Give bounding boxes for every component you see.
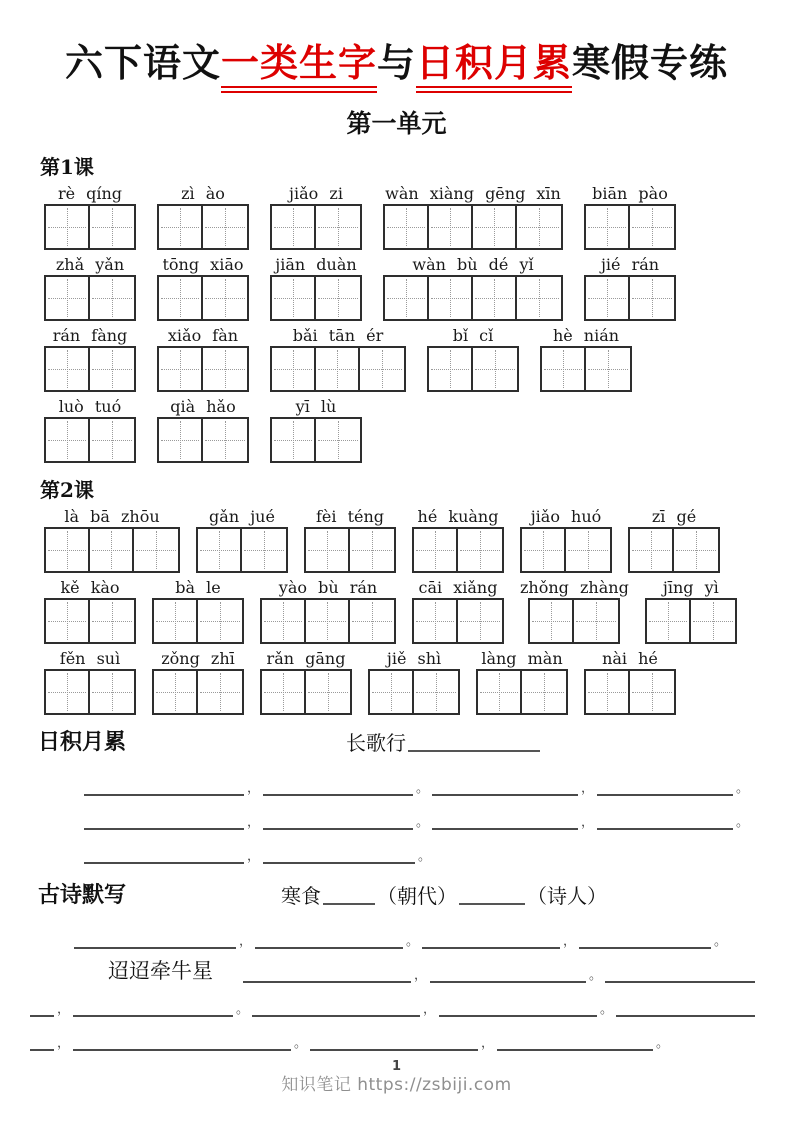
writing-grid xyxy=(383,204,563,250)
word-block xyxy=(628,507,720,573)
punctuation-mark: 。 xyxy=(589,967,603,983)
punctuation-mark: 。 xyxy=(736,780,750,796)
writing-grid-cell[interactable] xyxy=(630,277,674,319)
word-block xyxy=(383,255,563,321)
pinyin-label: rán fàng xyxy=(52,325,128,345)
pinyin-label: rè qíng xyxy=(57,183,123,203)
answer-blank[interactable] xyxy=(30,1011,54,1017)
title-segment: 寒假专练 xyxy=(572,41,729,85)
pinyin-label: jiǎo zi xyxy=(289,183,343,203)
writing-grid-cell[interactable] xyxy=(272,206,316,248)
punctuation-mark: 。 xyxy=(600,1001,614,1017)
word-block xyxy=(44,255,136,321)
writing-grid xyxy=(270,275,362,321)
pinyin-label: tōng xiāo xyxy=(162,254,244,274)
answer-blank[interactable] xyxy=(597,824,733,830)
writing-grid-cell[interactable] xyxy=(530,600,574,642)
writing-grid xyxy=(540,346,632,392)
word-block xyxy=(152,649,244,715)
fill-in-line xyxy=(84,796,755,830)
gushi-section-header xyxy=(38,878,755,909)
pinyin-label: jiǎo huó xyxy=(530,506,602,526)
page-title xyxy=(38,0,755,88)
writing-grid-cell[interactable] xyxy=(306,600,350,642)
writing-grid-cell[interactable] xyxy=(262,600,306,642)
writing-grid xyxy=(628,527,720,573)
writing-grid-cell[interactable] xyxy=(478,671,522,713)
punctuation-mark: ， xyxy=(247,848,261,864)
answer-blank[interactable] xyxy=(432,824,578,830)
writing-grid-cell[interactable] xyxy=(574,600,618,642)
answer-blank[interactable] xyxy=(255,943,403,949)
writing-grid xyxy=(368,669,460,715)
answer-blank[interactable] xyxy=(243,977,411,983)
writing-grid-cell[interactable] xyxy=(458,529,502,571)
writing-grid-cell[interactable] xyxy=(566,529,610,571)
writing-grid-cell[interactable] xyxy=(306,529,350,571)
pinyin-label: yào bù rán xyxy=(278,577,378,597)
writing-grid xyxy=(304,527,396,573)
word-grid-row xyxy=(44,326,755,392)
writing-grid-cell[interactable] xyxy=(306,671,350,713)
pinyin-label: biān pào xyxy=(592,183,668,203)
word-block xyxy=(520,578,629,644)
punctuation-mark: ， xyxy=(423,1001,437,1017)
writing-grid-cell[interactable] xyxy=(46,206,90,248)
writing-grid-cell[interactable] xyxy=(198,671,242,713)
word-block xyxy=(44,326,136,392)
writing-grid-cell[interactable] xyxy=(473,277,517,319)
writing-grid-cell[interactable] xyxy=(272,419,316,461)
writing-grid-cell[interactable] xyxy=(350,600,394,642)
answer-blank[interactable] xyxy=(430,977,586,983)
answer-blank[interactable] xyxy=(263,858,415,864)
writing-grid-cell[interactable] xyxy=(316,277,360,319)
writing-grid-cell[interactable] xyxy=(90,600,134,642)
word-block xyxy=(44,507,180,573)
writing-grid-cell[interactable] xyxy=(414,600,458,642)
punctuation-mark: 。 xyxy=(736,814,750,830)
writing-grid-cell[interactable] xyxy=(586,277,630,319)
writing-grid-cell[interactable] xyxy=(630,671,674,713)
punctuation-mark: ， xyxy=(581,814,595,830)
writing-grid-cell[interactable] xyxy=(429,206,473,248)
writing-grid xyxy=(196,527,288,573)
answer-blank[interactable] xyxy=(263,790,413,796)
word-block xyxy=(270,326,406,392)
punctuation-mark: ， xyxy=(481,1035,495,1051)
pinyin-label: zǒng zhī xyxy=(161,648,235,668)
word-block xyxy=(157,255,249,321)
gushi-poem-title-line xyxy=(188,880,700,909)
pinyin-label: xiǎo fàn xyxy=(167,325,239,345)
answer-blank[interactable] xyxy=(439,1011,597,1017)
writing-grid xyxy=(412,598,504,644)
writing-grid-cell[interactable] xyxy=(203,206,247,248)
writing-grid-cell[interactable] xyxy=(630,529,674,571)
word-block xyxy=(412,507,504,573)
word-block xyxy=(44,397,136,463)
pinyin-label: jié rán xyxy=(600,254,660,274)
writing-grid-cell[interactable] xyxy=(370,671,414,713)
answer-blank[interactable] xyxy=(73,1045,291,1051)
punctuation-mark: ， xyxy=(57,1035,71,1051)
writing-grid xyxy=(584,204,676,250)
writing-grid-cell[interactable] xyxy=(134,529,178,571)
writing-grid-cell[interactable] xyxy=(272,277,316,319)
word-block xyxy=(270,255,362,321)
answer-blank[interactable] xyxy=(432,790,578,796)
writing-grid-cell[interactable] xyxy=(522,671,566,713)
word-grid-row xyxy=(44,578,755,644)
writing-grid-cell[interactable] xyxy=(159,348,203,390)
poem-title-changgexing: 长歌行 xyxy=(346,730,406,755)
gushi-lines xyxy=(38,915,755,1051)
writing-grid-cell[interactable] xyxy=(385,277,429,319)
writing-grid-cell[interactable] xyxy=(203,419,247,461)
writing-grid xyxy=(157,204,249,250)
word-block xyxy=(427,326,519,392)
dynasty-label: （朝代） xyxy=(377,883,457,908)
word-grid-row xyxy=(44,255,755,321)
word-block xyxy=(476,649,568,715)
writing-grid xyxy=(157,346,249,392)
pinyin-label: fèi téng xyxy=(315,506,385,526)
writing-grid-cell[interactable] xyxy=(198,529,242,571)
writing-grid xyxy=(157,417,249,463)
pinyin-label: qià hǎo xyxy=(170,396,236,416)
lesson-label: 第2课 xyxy=(40,477,94,502)
punctuation-mark: ， xyxy=(247,780,261,796)
punctuation-mark: 。 xyxy=(294,1035,308,1051)
title-segment-highlight: 一类生字 xyxy=(221,41,377,93)
writing-grid-cell[interactable] xyxy=(46,277,90,319)
answer-blank[interactable] xyxy=(422,943,560,949)
answer-blank[interactable] xyxy=(73,1011,233,1017)
writing-grid xyxy=(44,346,136,392)
word-block xyxy=(383,184,563,250)
pinyin-label: bà le xyxy=(175,577,221,597)
writing-grid-cell[interactable] xyxy=(630,206,674,248)
word-block xyxy=(584,255,676,321)
pinyin-label: hè nián xyxy=(552,325,620,345)
fill-in-line xyxy=(84,762,755,796)
word-block xyxy=(645,578,737,644)
writing-grid-cell[interactable] xyxy=(429,348,473,390)
lesson-label: 第1课 xyxy=(40,154,94,179)
punctuation-mark: 。 xyxy=(656,1035,670,1051)
pinyin-label: jiān duàn xyxy=(275,254,357,274)
writing-grid-cell[interactable] xyxy=(198,600,242,642)
punctuation-mark: 。 xyxy=(406,933,420,949)
writing-grid-cell[interactable] xyxy=(262,671,306,713)
word-block xyxy=(270,397,362,463)
writing-grid xyxy=(383,275,563,321)
title-segment: 六下语文 xyxy=(64,41,221,85)
word-grid-row xyxy=(44,397,755,463)
fill-in-line xyxy=(30,1017,755,1051)
writing-grid-cell[interactable] xyxy=(46,348,90,390)
pinyin-label: zī gé xyxy=(651,506,697,526)
pinyin-label: kě kào xyxy=(60,577,120,597)
punctuation-mark: 。 xyxy=(236,1001,250,1017)
pinyin-label: yī lù xyxy=(295,396,337,416)
writing-grid xyxy=(260,598,396,644)
writing-grid-cell[interactable] xyxy=(46,419,90,461)
fill-in-line xyxy=(108,949,755,983)
pinyin-label: fěn suì xyxy=(59,648,121,668)
writing-grid-cell[interactable] xyxy=(360,348,404,390)
answer-blank[interactable] xyxy=(310,1045,478,1051)
pinyin-label: zì ào xyxy=(181,183,225,203)
pinyin-label: gǎn jué xyxy=(209,506,275,526)
answer-blank[interactable] xyxy=(252,1011,420,1017)
writing-grid-cell[interactable] xyxy=(522,529,566,571)
word-block xyxy=(368,649,460,715)
word-block xyxy=(260,578,396,644)
riji-poem-title-line xyxy=(188,727,700,756)
writing-grid xyxy=(476,669,568,715)
writing-grid-cell[interactable] xyxy=(414,671,458,713)
answer-blank[interactable] xyxy=(605,977,755,983)
writing-grid xyxy=(412,527,504,573)
pinyin-label: jīng yì xyxy=(662,577,719,597)
fill-in-line xyxy=(84,830,755,864)
writing-grid-cell[interactable] xyxy=(242,529,286,571)
writing-grid-cell[interactable] xyxy=(586,671,630,713)
title-segment-highlight: 日积月累 xyxy=(416,41,572,93)
answer-blank[interactable] xyxy=(84,858,244,864)
word-block xyxy=(157,326,249,392)
word-block xyxy=(584,649,676,715)
word-block xyxy=(260,649,352,715)
punctuation-mark: 。 xyxy=(416,814,430,830)
answer-blank[interactable] xyxy=(84,790,244,796)
pinyin-label: bǐ cǐ xyxy=(452,325,494,345)
writing-grid-cell[interactable] xyxy=(90,277,134,319)
writing-grid xyxy=(584,275,676,321)
writing-grid-cell[interactable] xyxy=(647,600,691,642)
writing-grid-cell[interactable] xyxy=(542,348,586,390)
writing-grid-cell[interactable] xyxy=(316,348,360,390)
writing-grid-cell[interactable] xyxy=(316,419,360,461)
answer-blank[interactable] xyxy=(263,824,413,830)
writing-grid-cell[interactable] xyxy=(90,206,134,248)
writing-grid xyxy=(270,346,406,392)
writing-grid-cell[interactable] xyxy=(350,529,394,571)
writing-grid-cell[interactable] xyxy=(517,277,561,319)
writing-grid xyxy=(528,598,620,644)
title-segment: 与 xyxy=(376,41,416,85)
writing-grid-cell[interactable] xyxy=(586,206,630,248)
word-block xyxy=(157,397,249,463)
answer-blank[interactable] xyxy=(408,748,540,752)
writing-grid-cell[interactable] xyxy=(385,206,429,248)
writing-grid-cell[interactable] xyxy=(586,348,630,390)
writing-grid-cell[interactable] xyxy=(429,277,473,319)
punctuation-mark: ， xyxy=(57,1001,71,1017)
poet-label: （诗人） xyxy=(527,883,607,908)
punctuation-mark: ， xyxy=(414,967,428,983)
writing-grid-cell[interactable] xyxy=(46,600,90,642)
writing-grid xyxy=(44,417,136,463)
writing-grid xyxy=(152,669,244,715)
word-block xyxy=(44,578,136,644)
writing-grid-cell[interactable] xyxy=(90,529,134,571)
writing-grid-cell[interactable] xyxy=(517,206,561,248)
lessons-container xyxy=(38,151,755,715)
writing-grid xyxy=(645,598,737,644)
pinyin-label: jiě shì xyxy=(386,648,442,668)
punctuation-mark: 。 xyxy=(418,848,432,864)
answer-blank[interactable] xyxy=(597,790,733,796)
punctuation-mark: ， xyxy=(247,814,261,830)
word-block xyxy=(44,184,136,250)
answer-blank[interactable] xyxy=(74,943,236,949)
word-block xyxy=(152,578,244,644)
writing-grid-cell[interactable] xyxy=(691,600,735,642)
writing-grid-cell[interactable] xyxy=(316,206,360,248)
pinyin-label: wàn xiàng gēng xīn xyxy=(385,183,561,203)
poem-title-hanshi: 寒食 xyxy=(281,883,321,908)
fill-in-line xyxy=(30,983,755,1017)
writing-grid-cell[interactable] xyxy=(272,348,316,390)
word-block xyxy=(196,507,288,573)
pinyin-label: wàn bù dé yǐ xyxy=(412,254,534,274)
writing-grid-cell[interactable] xyxy=(473,206,517,248)
writing-grid xyxy=(44,669,136,715)
pinyin-label: zhǒng zhàng xyxy=(520,577,629,597)
writing-grid-cell[interactable] xyxy=(154,600,198,642)
writing-grid-cell[interactable] xyxy=(90,419,134,461)
pinyin-label: làng màn xyxy=(481,648,563,668)
writing-grid-cell[interactable] xyxy=(46,529,90,571)
writing-grid xyxy=(270,204,362,250)
fill-in-line xyxy=(74,915,755,949)
pinyin-label: là bā zhōu xyxy=(64,506,160,526)
punctuation-mark: ， xyxy=(239,933,253,949)
writing-grid-cell[interactable] xyxy=(90,671,134,713)
page-number: 1 xyxy=(391,1059,402,1074)
writing-grid xyxy=(270,417,362,463)
pinyin-label: nài hé xyxy=(602,648,658,668)
writing-grid xyxy=(584,669,676,715)
page-footer xyxy=(0,1060,793,1096)
answer-blank[interactable] xyxy=(459,901,525,905)
word-block xyxy=(304,507,396,573)
writing-grid xyxy=(152,598,244,644)
writing-grid-cell[interactable] xyxy=(154,671,198,713)
word-block xyxy=(520,507,612,573)
writing-grid-cell[interactable] xyxy=(159,277,203,319)
word-grid-row xyxy=(44,507,755,573)
writing-grid-cell[interactable] xyxy=(159,419,203,461)
writing-grid xyxy=(44,527,180,573)
writing-grid-cell[interactable] xyxy=(674,529,718,571)
site-watermark: 知识笔记 https://zsbiji.com xyxy=(281,1075,512,1095)
word-grid-row xyxy=(44,649,755,715)
punctuation-mark: ， xyxy=(563,933,577,949)
word-block xyxy=(584,184,676,250)
riji-lines xyxy=(38,762,755,864)
word-block xyxy=(540,326,632,392)
punctuation-mark: 。 xyxy=(416,780,430,796)
writing-grid-cell[interactable] xyxy=(414,529,458,571)
writing-grid xyxy=(44,598,136,644)
writing-grid xyxy=(44,204,136,250)
punctuation-mark: 。 xyxy=(714,933,728,949)
riji-heading: 日积月累 xyxy=(38,729,127,755)
answer-blank[interactable] xyxy=(497,1045,653,1051)
pinyin-label: luò tuó xyxy=(58,396,122,416)
writing-grid xyxy=(427,346,519,392)
pinyin-label: hé kuàng xyxy=(417,506,499,526)
writing-grid-cell[interactable] xyxy=(473,348,517,390)
word-block xyxy=(270,184,362,250)
writing-grid-cell[interactable] xyxy=(90,348,134,390)
word-grid-row xyxy=(44,184,755,250)
writing-grid-cell[interactable] xyxy=(46,671,90,713)
unit-heading: 第一单元 xyxy=(346,108,447,138)
writing-grid xyxy=(260,669,352,715)
pinyin-label: rǎn gāng xyxy=(266,648,346,668)
word-block xyxy=(157,184,249,250)
pinyin-label: zhǎ yǎn xyxy=(55,254,125,274)
word-block xyxy=(412,578,504,644)
writing-grid xyxy=(44,275,136,321)
writing-grid xyxy=(157,275,249,321)
punctuation-mark: ， xyxy=(581,780,595,796)
writing-grid-cell[interactable] xyxy=(458,600,502,642)
answer-blank[interactable] xyxy=(30,1045,54,1051)
riji-section-header xyxy=(38,725,755,756)
answer-blank[interactable] xyxy=(84,824,244,830)
answer-blank[interactable] xyxy=(323,901,375,905)
pinyin-label: bǎi tān ér xyxy=(292,325,384,345)
writing-grid-cell[interactable] xyxy=(203,348,247,390)
pinyin-label: cāi xiǎng xyxy=(418,577,498,597)
writing-grid-cell[interactable] xyxy=(203,277,247,319)
writing-grid-cell[interactable] xyxy=(159,206,203,248)
word-block xyxy=(44,649,136,715)
answer-blank[interactable] xyxy=(579,943,711,949)
answer-blank[interactable] xyxy=(616,1011,755,1017)
writing-grid xyxy=(520,527,612,573)
poem-title-tiaotiao: 迢迢牵牛星 xyxy=(108,958,213,983)
gushi-heading: 古诗默写 xyxy=(38,882,127,908)
